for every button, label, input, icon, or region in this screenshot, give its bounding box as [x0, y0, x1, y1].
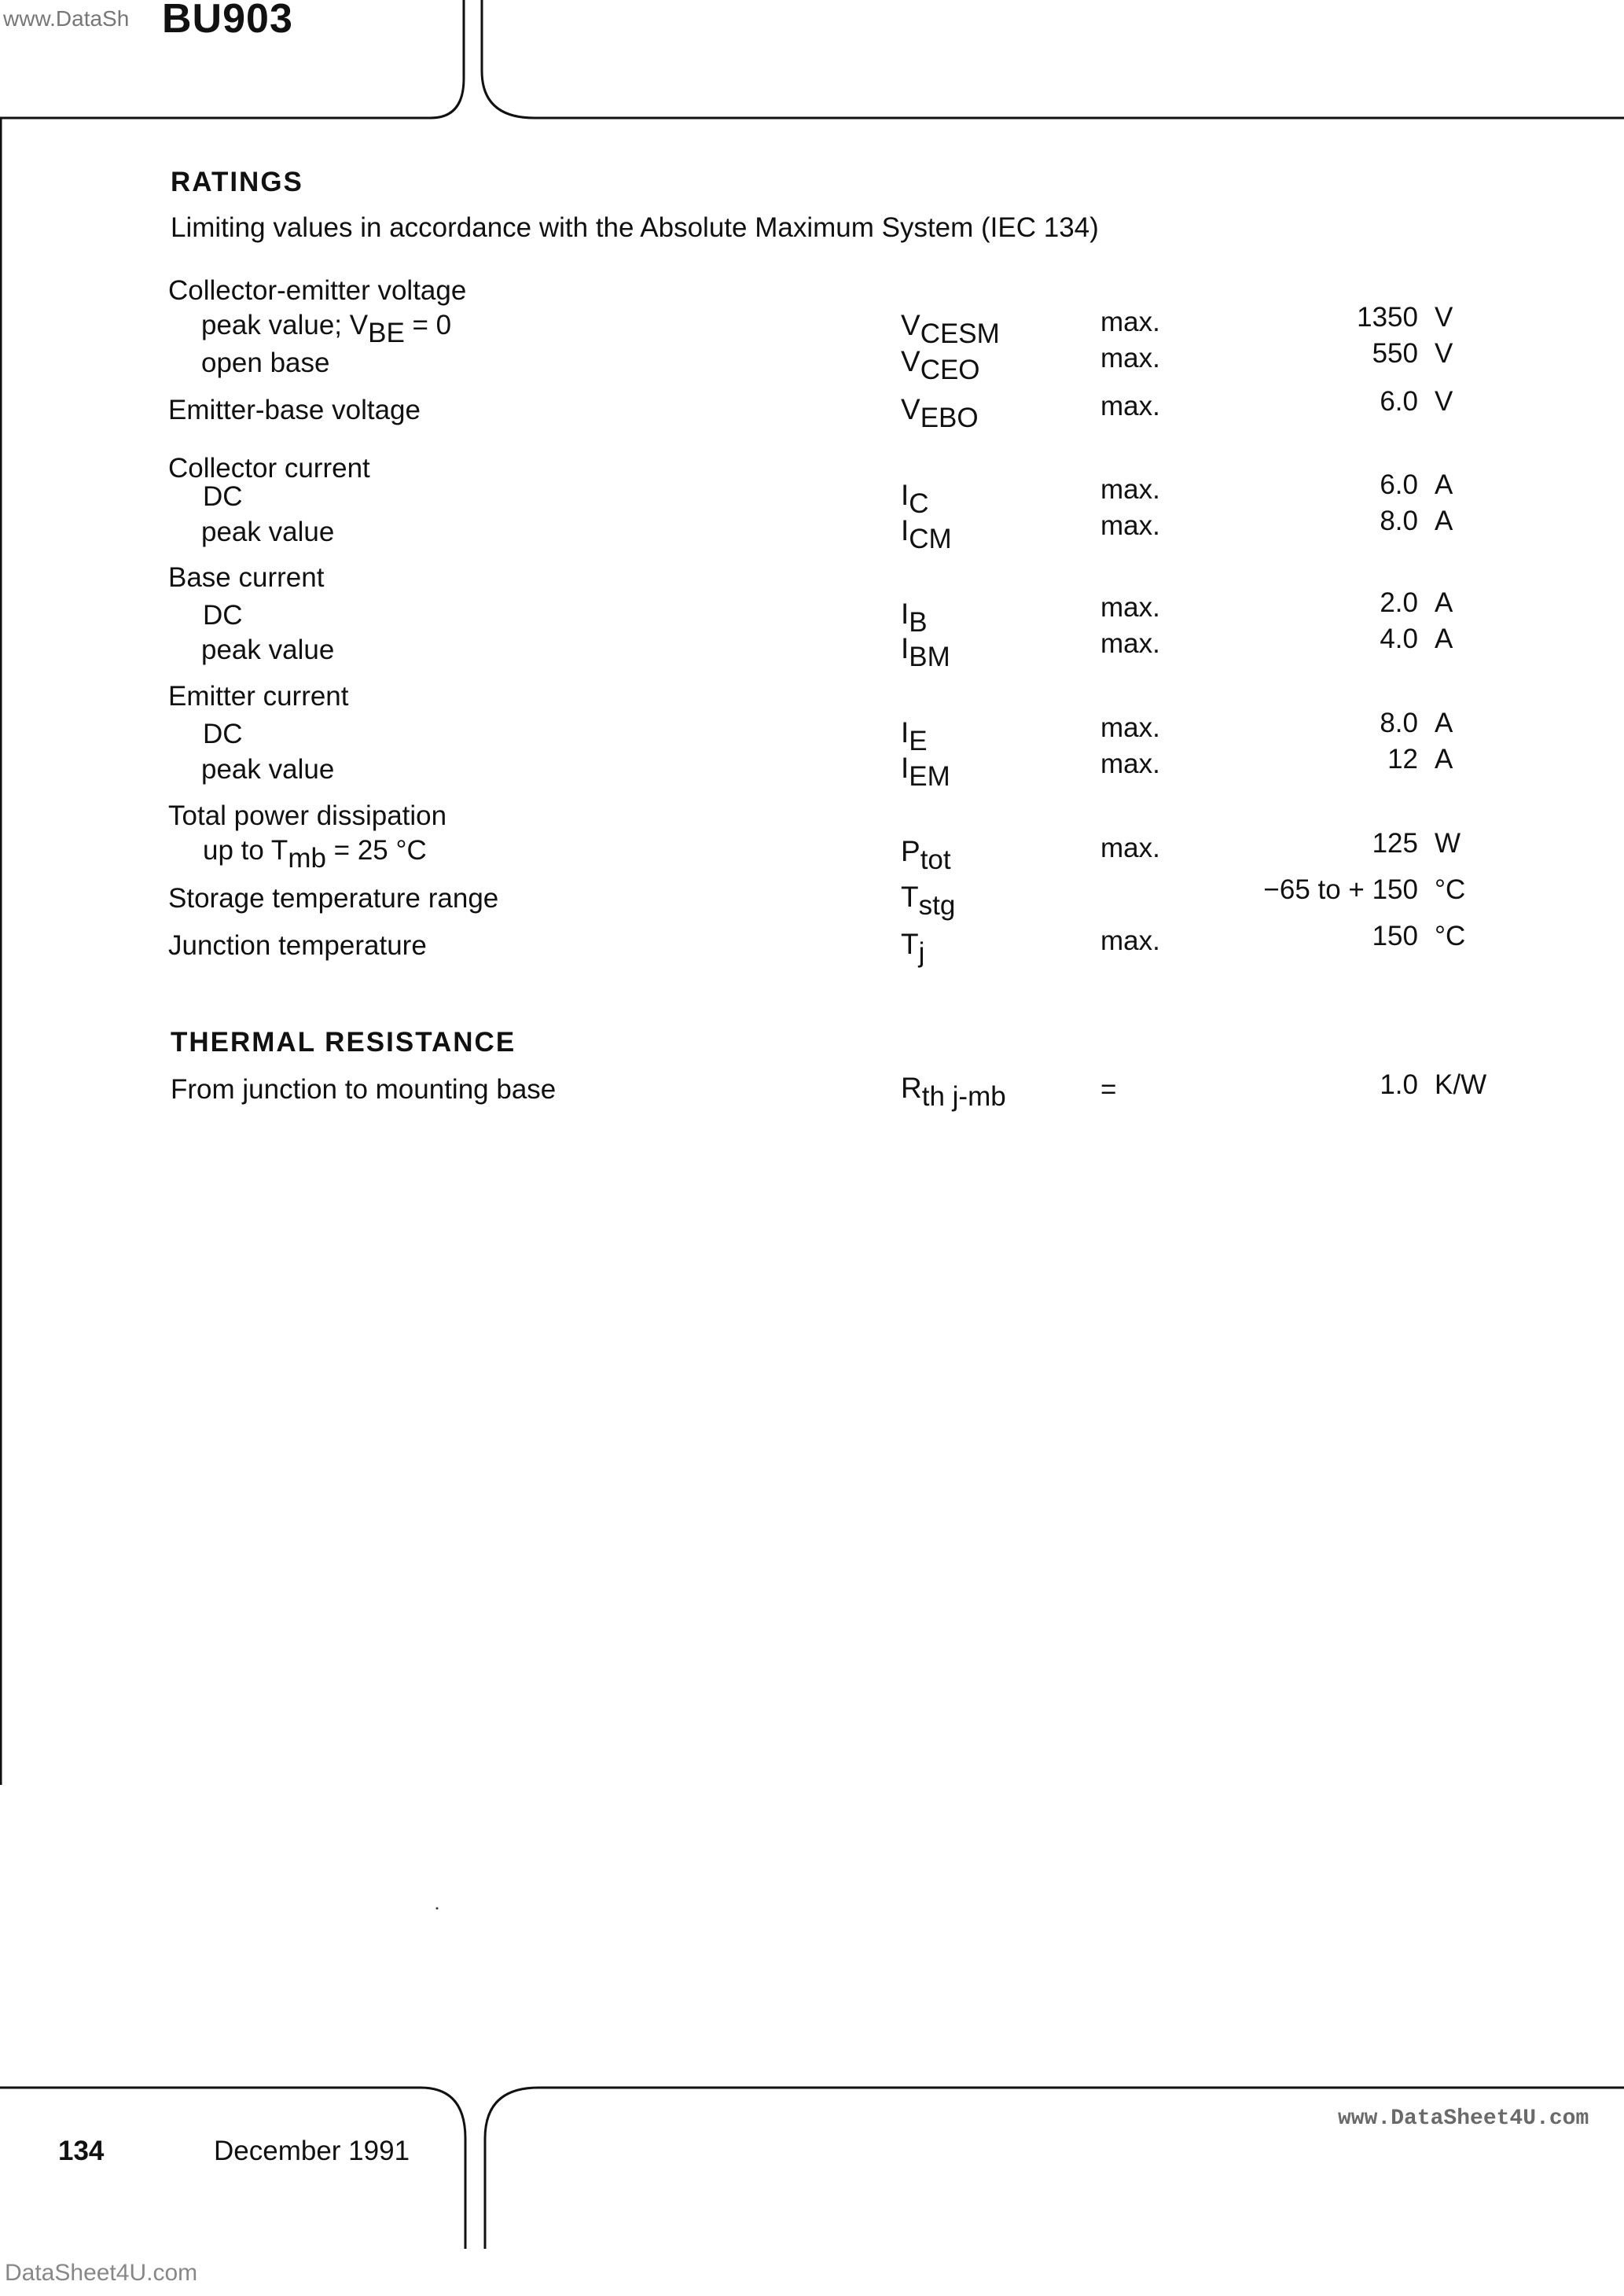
row-symbol: $V_{CESM}$ [901, 309, 1000, 349]
thermal-label: From junction to mounting base [171, 1074, 557, 1105]
row-qualifier: max. [1100, 592, 1160, 623]
row-value: 1350 [1357, 302, 1418, 333]
row-qualifier: max. [1100, 628, 1160, 659]
row-label: Junction temperature [168, 930, 427, 961]
row-symbol: $T_j$ [901, 928, 925, 968]
row-symbol: $I_C$ [901, 479, 929, 519]
header-watermark: www.DataSh [3, 6, 130, 31]
row-unit: °C [1435, 921, 1466, 951]
row-label: Storage temperature range [168, 883, 499, 914]
row-symbol: $I_{EM}$ [901, 752, 950, 792]
row-label: DC [203, 600, 243, 631]
row-unit: V [1435, 386, 1453, 417]
footer-watermark-bottom: DataSheet4U.com [5, 2260, 198, 2286]
row-value: 12 [1387, 744, 1418, 775]
row-label: DC [203, 719, 243, 749]
page-number: 134 [58, 2136, 105, 2166]
row-qualifier: max. [1100, 510, 1160, 541]
row-value: 150 [1372, 921, 1418, 951]
ratings-subtitle: Limiting values in accordance with the Absolute Maximum System (IEC 134) [171, 212, 1099, 243]
row-label: up to Tmb = 25 °C [203, 835, 427, 874]
group-label: Collector-emitter voltage [168, 275, 467, 306]
group-label: Emitter current [168, 681, 349, 712]
row-qualifier: max. [1100, 343, 1160, 373]
group-label: Base current [168, 562, 325, 593]
row-value: 6.0 [1380, 469, 1418, 500]
row-symbol: $I_{CM}$ [901, 514, 952, 554]
row-symbol: $V_{CEO}$ [901, 345, 980, 385]
row-qualifier: max. [1100, 833, 1160, 863]
row-symbol: $V_{EBO}$ [901, 393, 979, 433]
row-unit: °C [1435, 874, 1466, 905]
thermal-symbol: $R_{th j-mb}$ [901, 1072, 1006, 1112]
row-qualifier: max. [1100, 925, 1160, 956]
row-label: peak value [201, 517, 335, 547]
row-value: 8.0 [1380, 708, 1418, 738]
row-value: 2.0 [1380, 587, 1418, 618]
row-qualifier: max. [1100, 307, 1160, 337]
row-unit: A [1435, 744, 1453, 775]
thermal-value: 1.0 [1380, 1069, 1418, 1100]
row-qualifier: max. [1100, 749, 1160, 779]
thermal-heading: THERMAL RESISTANCE [171, 1027, 516, 1058]
group-label: Collector current [168, 453, 370, 484]
row-label: open base [201, 348, 330, 378]
row-value: 125 [1372, 828, 1418, 859]
row-symbol: $I_E$ [901, 716, 928, 756]
row-label: DC [203, 481, 243, 512]
row-unit: A [1435, 708, 1453, 738]
row-value: 550 [1372, 338, 1418, 369]
row-label: peak value [201, 754, 335, 785]
row-label: peak value; VBE = 0 [201, 310, 452, 348]
row-symbol: $I_{BM}$ [901, 632, 950, 672]
footer-watermark-right: www.DataSheet4U.com [1338, 2107, 1589, 2131]
row-symbol: $P_{tot}$ [901, 835, 951, 875]
footer-date: December 1991 [214, 2136, 410, 2166]
row-value: 6.0 [1380, 386, 1418, 417]
ratings-heading: RATINGS [171, 167, 303, 197]
row-unit: W [1435, 828, 1461, 859]
row-qualifier: max. [1100, 712, 1160, 743]
row-qualifier: max. [1100, 474, 1160, 505]
thermal-equals: = [1100, 1074, 1117, 1105]
row-unit: V [1435, 338, 1453, 369]
row-unit: A [1435, 506, 1453, 536]
row-value: 4.0 [1380, 624, 1418, 654]
row-value: −65 to + 150 [1263, 874, 1418, 905]
row-symbol: $I_B$ [901, 598, 928, 638]
row-unit: A [1435, 469, 1453, 500]
row-unit: A [1435, 624, 1453, 654]
row-label: peak value [201, 635, 335, 665]
row-symbol: $T_{stg}$ [901, 881, 956, 921]
row-qualifier: max. [1100, 391, 1160, 421]
row-value: 8.0 [1380, 506, 1418, 536]
thermal-unit: K/W [1435, 1069, 1487, 1100]
row-label: Emitter-base voltage [168, 395, 421, 425]
row-unit: A [1435, 587, 1453, 618]
row-unit: V [1435, 302, 1453, 333]
part-number: BU903 [162, 0, 293, 42]
group-label: Total power dissipation [168, 800, 447, 831]
